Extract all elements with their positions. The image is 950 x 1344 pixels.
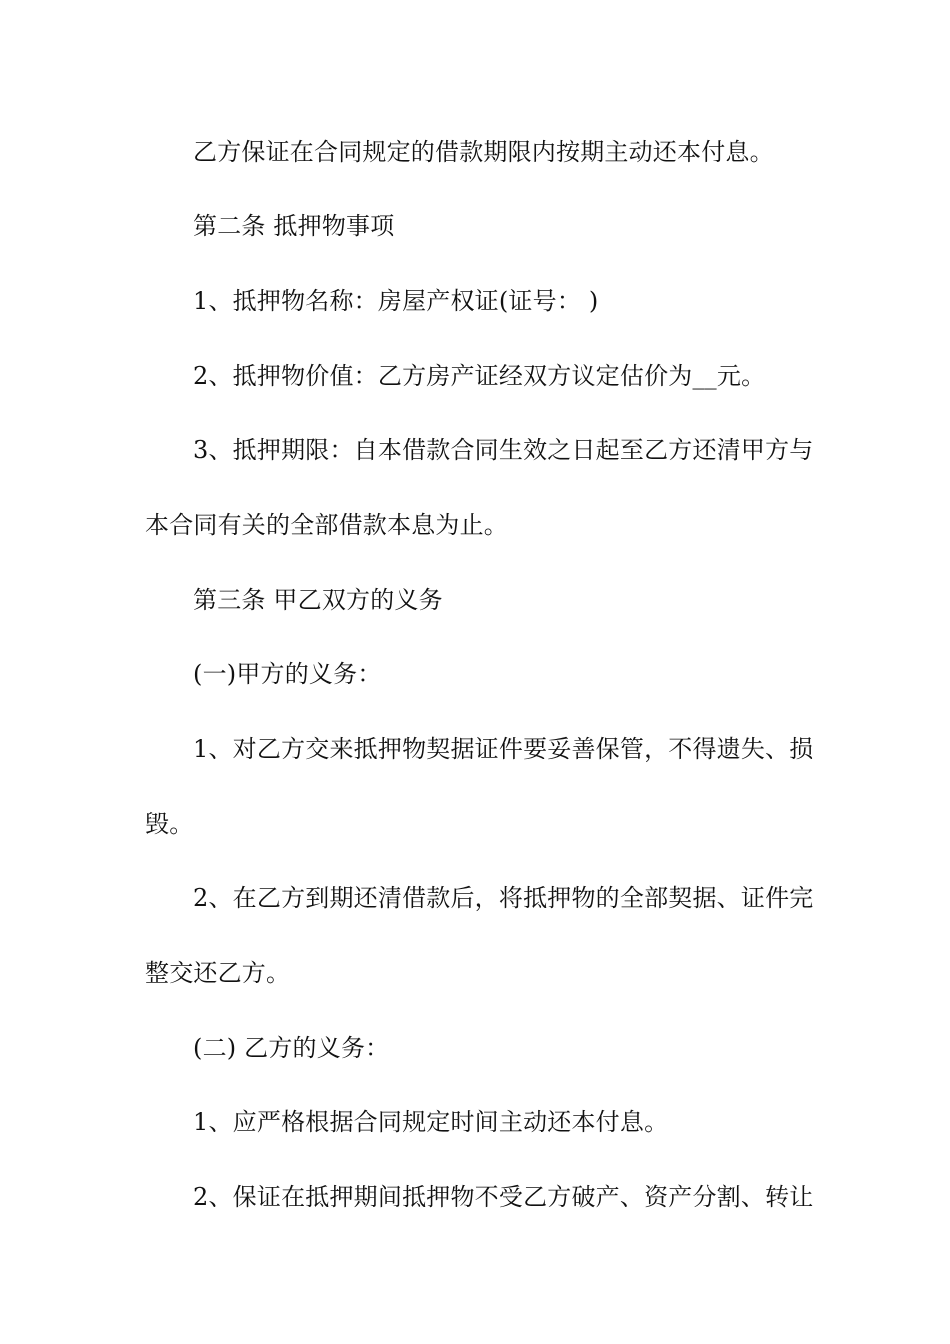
item-party-a-safekeeping: 1、对乙方交来抵押物契据证件要妥善保管，不得遗失、损 <box>193 735 814 763</box>
item-party-a-return-documents: 2、在乙方到期还清借款后，将抵押物的全部契据、证件完 <box>193 884 814 912</box>
item-party-b-collateral-protection: 2、保证在抵押期间抵押物不受乙方破产、资产分割、转让 <box>193 1183 814 1211</box>
item-party-a-safekeeping-continued: 毁。 <box>145 810 194 838</box>
subheading-party-b-obligations: (二) 乙方的义务： <box>193 1034 390 1062</box>
item-collateral-term-continued: 本合同有关的全部借款本息为止。 <box>145 511 508 539</box>
paragraph-repayment-guarantee: 乙方保证在合同规定的借款期限内按期主动还本付息。 <box>193 138 774 166</box>
subheading-party-a-obligations: (一)甲方的义务： <box>193 660 382 688</box>
item-collateral-value: 2、抵押物价值：乙方房产证经双方议定估价为__元。 <box>193 362 766 390</box>
item-party-b-repayment: 1、应严格根据合同规定时间主动还本付息。 <box>193 1108 669 1136</box>
heading-article-two: 第二条 抵押物事项 <box>193 212 395 240</box>
heading-article-three: 第三条 甲乙双方的义务 <box>193 586 443 614</box>
item-collateral-term: 3、抵押期限：自本借款合同生效之日起至乙方还清甲方与 <box>193 436 814 464</box>
item-party-a-return-documents-continued: 整交还乙方。 <box>145 959 291 987</box>
item-collateral-name: 1、抵押物名称：房屋产权证(证号： ) <box>193 287 599 315</box>
